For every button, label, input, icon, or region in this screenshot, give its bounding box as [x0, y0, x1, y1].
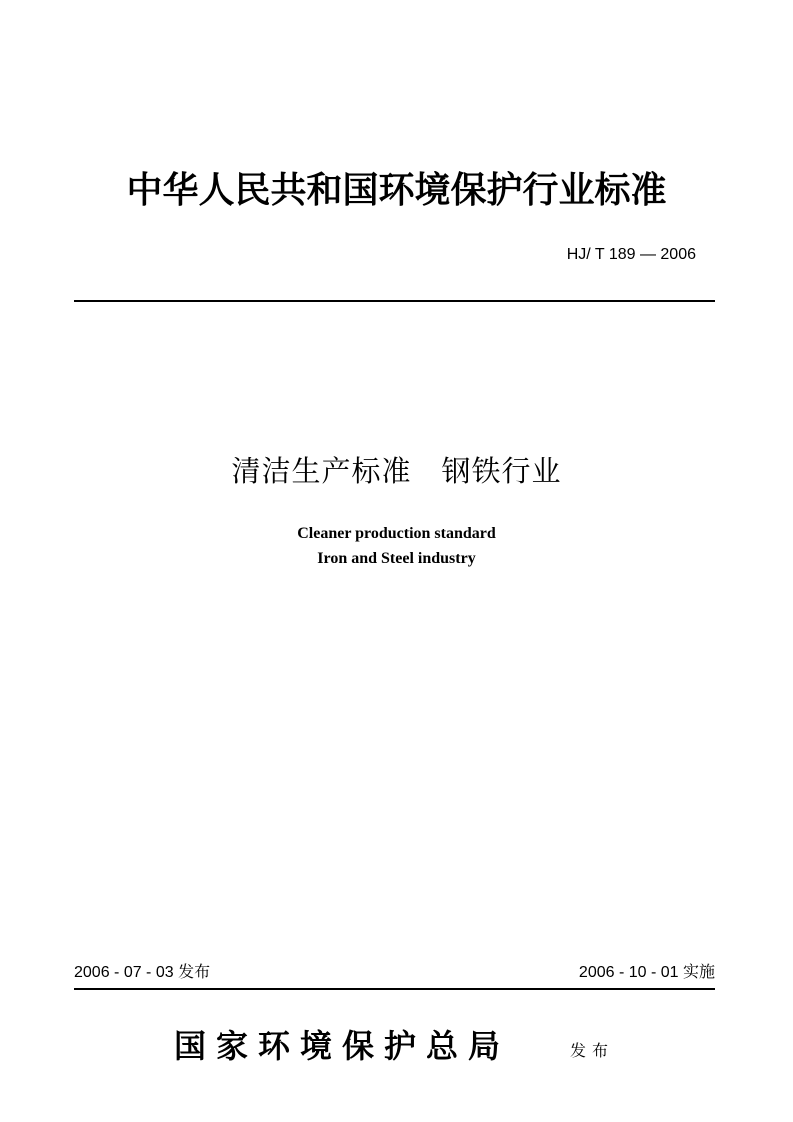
standard-number: HJ/ T 189 — 2006 — [566, 246, 696, 263]
top-divider — [74, 300, 715, 302]
issuing-action: 发布 — [570, 1041, 615, 1060]
release-date: 2006 - 07 - 03 发布 — [74, 964, 211, 981]
standard-category-title: 中华人民共和国环境保护行业标准 — [126, 169, 667, 211]
implementation-date: 2006 - 10 - 01 实施 — [578, 964, 715, 981]
document-title-english-line-2: Iron and Steel industry — [317, 550, 476, 567]
issuing-authority: 国家环境保护总局 — [174, 1027, 511, 1065]
document-title-chinese: 清洁生产标准 钢铁行业 — [231, 454, 562, 488]
bottom-divider — [74, 988, 715, 990]
document-title-english-line-1: Cleaner production standard — [297, 525, 496, 542]
